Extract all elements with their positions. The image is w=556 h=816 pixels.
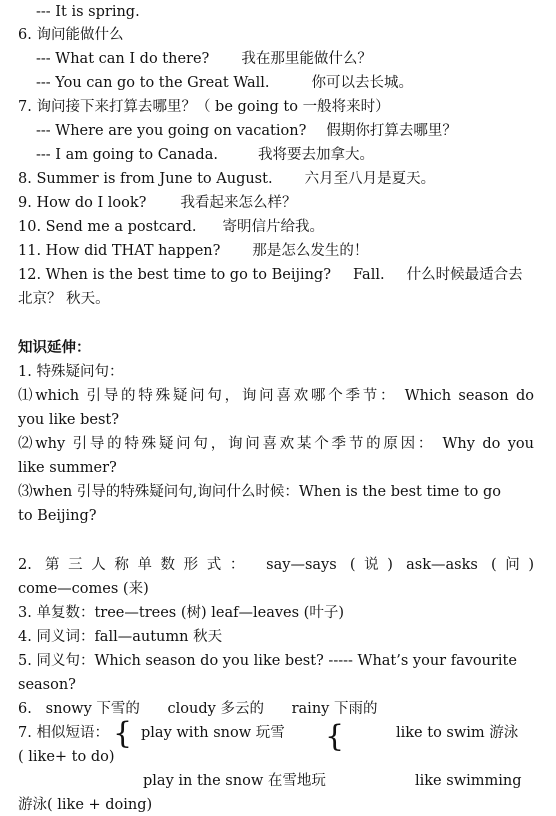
ext-line [18, 555, 534, 575]
ext-line: 3. 单复数：tree—trees (树) leaf—leaves (叶子) [18, 605, 344, 621]
ext-line: come—comes (来) [18, 581, 149, 597]
text: ask—asks (问) [406, 557, 535, 573]
item-heading [18, 97, 390, 117]
dialog-line [36, 73, 413, 93]
ext-line: season? [18, 677, 76, 693]
chinese-text: 寄明信片给我。 [222, 219, 324, 235]
english-text: --- I am going to Canada. [36, 147, 218, 163]
text: ⑴which 引导的特殊疑问句，询问喜欢哪个季节： [18, 388, 398, 404]
phrase: play in the snow 在雪地玩 [143, 773, 326, 789]
phrase: like to swim 游泳 [396, 725, 519, 741]
item-heading [18, 25, 123, 45]
phrase: play with snow 玩雪 [141, 725, 285, 741]
text: ⑵why 引导的特殊疑问句，询问喜欢某个季节的原因： [18, 436, 436, 452]
text: 6. 询问能做什么 [18, 27, 124, 43]
chinese-text: 我在那里能做什么？ [241, 51, 372, 67]
chinese-text: 你可以去长城。 [311, 75, 414, 91]
chinese-text: 我将要去加拿大。 [257, 147, 374, 163]
chinese-text: 假期你打算去哪里？ [326, 123, 457, 139]
ext-line [18, 723, 109, 743]
ext-line: 1. 特殊疑问句： [18, 364, 124, 380]
ext-line: to Beijing? [18, 508, 97, 524]
chinese-text: 六月至八月是夏天。 [304, 171, 436, 187]
sentence-line [18, 169, 435, 189]
ext-line: 4. 同义词：fall—autumn 秋天 [18, 629, 223, 645]
text: 2. 第三人称单数形式： [18, 557, 253, 573]
dialog-line [36, 145, 374, 165]
chinese-text: 我看起来怎么样？ [180, 195, 297, 211]
text: 7. 询问接下来打算去哪里？（ be going to 一般将来时） [18, 99, 390, 115]
chinese-text: 那是怎么发生的！ [252, 243, 369, 259]
chinese-text: 什么时候最适合去 [406, 267, 523, 283]
ext-line: you like best? [18, 412, 120, 428]
sentence-line [18, 217, 324, 237]
dialog-line [36, 49, 372, 69]
text: Which season do [404, 388, 535, 404]
ext-line: 5. 同义句：Which season do you like best? ----- What’s your favourite [18, 653, 517, 669]
text: 7. 相似短语： [18, 725, 109, 741]
ext-line: ⑶when 引导的特殊疑问句,询问什么时候：When is the best time to go [18, 484, 502, 500]
right-brace-icon: { [325, 719, 345, 754]
answer-line [36, 2, 140, 22]
ext-line: like summer? [18, 460, 117, 476]
ext-line [18, 434, 534, 454]
chinese-text: 北京？ 秋天。 [18, 291, 110, 307]
dialog-line [36, 121, 457, 141]
sentence-line [18, 193, 296, 213]
answer-text: Fall. [352, 267, 385, 283]
sentence-line [18, 289, 110, 309]
english-text: 10. Send me a postcard. [18, 219, 197, 235]
english-text: 9. How do I look? [18, 195, 147, 211]
english-text: --- Where are you going on vacation? [36, 123, 307, 139]
english-text: --- You can go to the Great Wall. [36, 75, 270, 91]
section-title: 知识延伸： [18, 339, 91, 356]
phrase: like swimming [415, 773, 522, 789]
ext-line: 6. snowy 下雪的 cloudy 多云的 rainy 下雨的 [18, 701, 378, 717]
english-text: 12. When is the best time to go to Beijing? [18, 267, 331, 283]
ext-line [18, 386, 534, 406]
english-text: --- What can I do there? [36, 51, 210, 67]
text: --- It is spring. [36, 4, 140, 20]
text: Why do you [442, 436, 534, 452]
english-text: 11. How did THAT happen? [18, 243, 221, 259]
text: say—says (说) [266, 557, 393, 573]
sentence-line [18, 265, 523, 285]
ext-line: ( like+ to do) [18, 749, 115, 765]
left-brace-icon: { [113, 716, 133, 751]
english-text: 8. Summer is from June to August. [18, 171, 273, 187]
ext-line: 游泳( like + doing) [18, 797, 153, 813]
sentence-line [18, 241, 368, 261]
